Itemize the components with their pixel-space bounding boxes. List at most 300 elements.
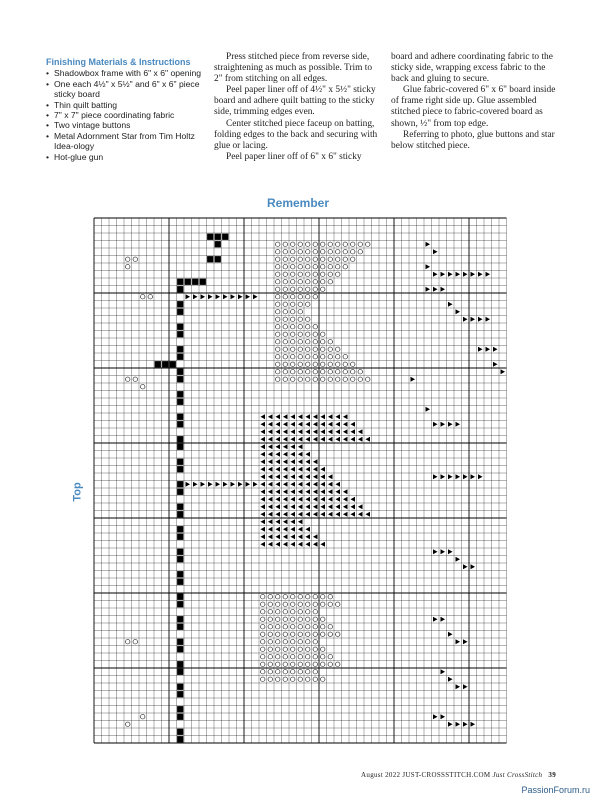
stitch-triangle [283, 482, 288, 487]
stitch-circle [298, 595, 303, 600]
stitch-triangle [493, 362, 498, 367]
stitch-triangle [261, 489, 266, 494]
stitch-triangle [298, 422, 303, 427]
stitch-full [215, 256, 221, 262]
stitch-circle [298, 302, 303, 307]
stitch-triangle [268, 452, 273, 457]
stitch-triangle [328, 482, 333, 487]
stitch-circle [133, 640, 138, 645]
stitch-circle [351, 250, 356, 255]
stitch-triangle [298, 437, 303, 442]
stitch-circle [298, 647, 303, 652]
stitch-circle [261, 602, 266, 607]
stitch-triangle [268, 504, 273, 509]
stitch-circle [321, 347, 326, 352]
stitch-circle [321, 677, 326, 682]
page-footer [361, 771, 556, 779]
stitch-circle [283, 302, 288, 307]
stitch-circle [268, 617, 273, 622]
stitch-circle [291, 610, 296, 615]
stitch-triangle [306, 512, 311, 517]
stitch-circle [306, 295, 311, 300]
stitch-circle [276, 670, 281, 675]
stitch-triangle [351, 504, 356, 509]
stitch-circle [291, 602, 296, 607]
stitch-circle [351, 377, 356, 382]
stitch-circle [321, 332, 326, 337]
stitch-full [177, 691, 183, 697]
stitch-triangle [471, 272, 476, 277]
stitch-circle [291, 640, 296, 645]
stitch-circle [343, 257, 348, 262]
stitch-circle [313, 295, 318, 300]
stitch-triangle [298, 527, 303, 532]
stitch-triangle [216, 294, 221, 299]
stitch-triangle [306, 542, 311, 547]
stitch-circle [313, 662, 318, 667]
stitch-triangle [426, 242, 431, 247]
cross-stitch-chart [88, 212, 508, 750]
stitch-full [177, 736, 183, 742]
stitch-full [177, 444, 183, 450]
stitch-circle [321, 647, 326, 652]
stitch-circle [328, 265, 333, 270]
stitch-circle [298, 632, 303, 637]
stitch-circle [313, 655, 318, 660]
stitch-circle [276, 655, 281, 660]
stitch-triangle [463, 564, 468, 569]
stitch-circle [148, 295, 153, 300]
stitch-circle [321, 340, 326, 345]
stitch-full [177, 646, 183, 652]
stitch-full [177, 526, 183, 532]
stitch-triangle [441, 474, 446, 479]
stitch-triangle [343, 422, 348, 427]
stitch-full [177, 706, 183, 712]
stitch-triangle [501, 369, 506, 374]
stitch-circle [351, 370, 356, 375]
stitch-circle [313, 647, 318, 652]
stitch-triangle [276, 474, 281, 479]
stitch-circle [313, 595, 318, 600]
stitch-circle [276, 662, 281, 667]
stitch-circle [306, 250, 311, 255]
stitch-circle [291, 617, 296, 622]
stitch-triangle [306, 467, 311, 472]
stitch-triangle [456, 639, 461, 644]
stitch-triangle [261, 519, 266, 524]
stitch-triangle [448, 549, 453, 554]
stitch-triangle [441, 287, 446, 292]
stitch-triangle [313, 542, 318, 547]
stitch-full [177, 534, 183, 540]
stitch-triangle [433, 474, 438, 479]
stitch-circle [283, 610, 288, 615]
stitch-triangle [351, 497, 356, 502]
stitch-circle [291, 302, 296, 307]
stitch-circle [313, 617, 318, 622]
stitch-circle [328, 602, 333, 607]
stitch-circle [321, 257, 326, 262]
stitch-full [207, 234, 213, 240]
stitch-triangle [336, 497, 341, 502]
stitch-triangle [216, 482, 221, 487]
stitch-full [177, 624, 183, 630]
stitch-circle [268, 655, 273, 660]
stitch-triangle [298, 414, 303, 419]
materials-item: • Metal Adornment Star from Tim Holtz Idea-ology [46, 131, 216, 152]
stitch-triangle [298, 534, 303, 539]
stitch-circle [306, 340, 311, 345]
stitch-triangle [283, 527, 288, 532]
stitch-full [177, 324, 183, 330]
stitch-triangle [328, 429, 333, 434]
stitch-circle [276, 625, 281, 630]
stitch-triangle [261, 452, 266, 457]
stitch-triangle [433, 249, 438, 254]
stitch-triangle [321, 437, 326, 442]
stitch-circle [133, 257, 138, 262]
stitch-circle [313, 332, 318, 337]
stitch-triangle [261, 414, 266, 419]
stitch-circle [291, 347, 296, 352]
stitch-triangle [328, 437, 333, 442]
stitch-triangle [448, 632, 453, 637]
stitch-circle [283, 355, 288, 360]
stitch-triangle [328, 512, 333, 517]
stitch-triangle [283, 534, 288, 539]
stitch-triangle [343, 497, 348, 502]
stitch-circle [298, 295, 303, 300]
stitch-circle [283, 250, 288, 255]
stitch-circle [126, 640, 131, 645]
stitch-triangle [291, 429, 296, 434]
stitch-full [215, 241, 221, 247]
materials-heading: Finishing Materials & Instructions [46, 57, 191, 67]
stitch-triangle [441, 549, 446, 554]
stitch-triangle [276, 482, 281, 487]
materials-item: • Two vintage buttons [46, 120, 216, 130]
stitch-circle [336, 347, 341, 352]
stitch-triangle [283, 519, 288, 524]
stitch-triangle [411, 377, 416, 382]
stitch-triangle [276, 497, 281, 502]
stitch-triangle [283, 497, 288, 502]
stitch-triangle [313, 512, 318, 517]
stitch-triangle [283, 467, 288, 472]
stitch-triangle [456, 557, 461, 562]
stitch-triangle [276, 437, 281, 442]
stitch-triangle [253, 294, 258, 299]
stitch-circle [351, 242, 356, 247]
stitch-full [177, 391, 183, 397]
stitch-triangle [246, 482, 251, 487]
stitch-triangle [298, 459, 303, 464]
stitch-triangle [208, 482, 213, 487]
stitch-triangle [291, 512, 296, 517]
stitch-circle [298, 280, 303, 285]
stitch-circle [283, 317, 288, 322]
stitch-circle [276, 287, 281, 292]
stitch-full [177, 309, 183, 315]
stitch-triangle [298, 482, 303, 487]
stitch-circle [306, 280, 311, 285]
stitch-triangle [321, 489, 326, 494]
stitch-circle [268, 640, 273, 645]
stitch-full [177, 504, 183, 510]
stitch-circle [291, 632, 296, 637]
stitch-triangle [448, 474, 453, 479]
stitch-circle [291, 272, 296, 277]
stitch-circle [358, 370, 363, 375]
stitch-triangle [306, 414, 311, 419]
stitch-circle [298, 250, 303, 255]
materials-item: • Shadowbox frame with 6" x 6" opening [46, 68, 216, 78]
stitch-triangle [306, 497, 311, 502]
stitch-full [177, 594, 183, 600]
stitch-triangle [313, 497, 318, 502]
stitch-triangle [276, 429, 281, 434]
stitch-circle [321, 602, 326, 607]
stitch-circle [283, 640, 288, 645]
stitch-triangle [336, 489, 341, 494]
stitch-circle [283, 310, 288, 315]
stitch-triangle [276, 489, 281, 494]
stitch-full [177, 714, 183, 720]
stitch-circle [283, 280, 288, 285]
stitch-triangle [463, 684, 468, 689]
stitch-circle [306, 362, 311, 367]
stitch-triangle [306, 452, 311, 457]
stitch-circle [321, 287, 326, 292]
stitch-circle [291, 370, 296, 375]
stitch-circle [313, 670, 318, 675]
stitch-circle [306, 272, 311, 277]
stitch-triangle [313, 467, 318, 472]
stitch-triangle [321, 422, 326, 427]
stitch-circle [306, 625, 311, 630]
stitch-triangle [328, 474, 333, 479]
stitch-triangle [336, 422, 341, 427]
stitch-triangle [276, 467, 281, 472]
stitch-circle [276, 347, 281, 352]
stitch-triangle [261, 512, 266, 517]
stitch-circle [306, 370, 311, 375]
stitch-triangle [313, 474, 318, 479]
stitch-circle [276, 647, 281, 652]
stitch-full [192, 279, 198, 285]
stitch-triangle [448, 422, 453, 427]
stitch-circle [343, 362, 348, 367]
stitch-full [207, 256, 213, 262]
stitch-triangle [478, 347, 483, 352]
stitch-triangle [268, 527, 273, 532]
stitch-circle [313, 640, 318, 645]
stitch-triangle [223, 294, 228, 299]
stitch-circle [321, 655, 326, 660]
stitch-circle [291, 257, 296, 262]
stitch-circle [141, 295, 146, 300]
stitch-triangle [238, 294, 243, 299]
stitch-full [177, 579, 183, 585]
stitch-circle [321, 617, 326, 622]
instruction-paragraph: board and adhere coordinating fabric to the sticky side, wrapping excess fabric to the back and gluing to secure. [391, 52, 553, 85]
stitch-circle [291, 332, 296, 337]
stitch-triangle [283, 444, 288, 449]
stitch-circle [268, 610, 273, 615]
footer-site: JUST-CROSSSTITCH.COM [402, 771, 491, 779]
stitch-circle [321, 250, 326, 255]
stitch-circle [298, 370, 303, 375]
stitch-circle [283, 287, 288, 292]
stitch-circle [298, 257, 303, 262]
stitch-circle [283, 347, 288, 352]
stitch-triangle [283, 459, 288, 464]
stitch-triangle [448, 722, 453, 727]
stitch-circle [328, 662, 333, 667]
stitch-circle [358, 377, 363, 382]
stitch-triangle [433, 422, 438, 427]
stitch-full [177, 639, 183, 645]
stitch-triangle [306, 482, 311, 487]
stitch-triangle [486, 272, 491, 277]
stitch-triangle [328, 497, 333, 502]
stitch-triangle [433, 287, 438, 292]
stitch-circle [328, 347, 333, 352]
stitch-triangle [261, 459, 266, 464]
stitch-circle [283, 625, 288, 630]
stitch-circle [313, 242, 318, 247]
stitch-triangle [328, 504, 333, 509]
stitch-circle [298, 310, 303, 315]
stitch-circle [268, 595, 273, 600]
stitch-circle [261, 632, 266, 637]
stitch-circle [328, 340, 333, 345]
stitch-triangle [261, 542, 266, 547]
stitch-full [177, 466, 183, 472]
stitch-triangle [426, 287, 431, 292]
stitch-circle [306, 647, 311, 652]
stitch-triangle [321, 512, 326, 517]
stitch-triangle [291, 482, 296, 487]
stitch-circle [268, 670, 273, 675]
stitch-triangle [433, 714, 438, 719]
stitch-full [177, 669, 183, 675]
stitch-full [177, 684, 183, 690]
stitch-circle [276, 602, 281, 607]
stitch-circle [313, 287, 318, 292]
stitch-circle [268, 677, 273, 682]
stitch-circle [291, 325, 296, 330]
stitch-circle [328, 595, 333, 600]
stitch-circle [268, 602, 273, 607]
stitch-circle [306, 655, 311, 660]
stitch-circle [276, 340, 281, 345]
stitch-circle [283, 662, 288, 667]
stitch-circle [321, 362, 326, 367]
stitch-triangle [283, 429, 288, 434]
stitch-triangle [471, 564, 476, 569]
stitch-full [177, 571, 183, 577]
stitch-circle [283, 602, 288, 607]
stitch-triangle [291, 444, 296, 449]
stitch-circle [276, 595, 281, 600]
stitch-circle [283, 272, 288, 277]
stitch-triangle [321, 474, 326, 479]
stitch-triangle [343, 489, 348, 494]
stitch-triangle [313, 504, 318, 509]
stitch-circle [336, 377, 341, 382]
stitch-circle [276, 617, 281, 622]
stitch-circle [358, 250, 363, 255]
stitch-triangle [336, 414, 341, 419]
stitch-triangle [448, 677, 453, 682]
stitch-circle [126, 257, 131, 262]
stitch-circle [298, 625, 303, 630]
stitch-full [177, 436, 183, 442]
stitch-circle [261, 670, 266, 675]
stitch-full [177, 511, 183, 517]
stitch-circle [261, 640, 266, 645]
stitch-full [155, 361, 161, 367]
stitch-full [177, 369, 183, 375]
stitch-triangle [201, 482, 206, 487]
stitch-circle [328, 250, 333, 255]
stitch-circle [276, 362, 281, 367]
stitch-triangle [456, 474, 461, 479]
stitch-triangle [268, 467, 273, 472]
stitch-triangle [306, 429, 311, 434]
stitch-triangle [313, 534, 318, 539]
stitch-triangle [306, 527, 311, 532]
stitch-circle [343, 355, 348, 360]
stitch-full [177, 399, 183, 405]
stitch-circle [313, 257, 318, 262]
stitch-grid [88, 212, 508, 750]
stitch-triangle [268, 534, 273, 539]
stitch-triangle [223, 482, 228, 487]
stitch-triangle [261, 534, 266, 539]
stitch-circle [321, 595, 326, 600]
stitch-triangle [298, 444, 303, 449]
stitch-triangle [313, 422, 318, 427]
stitch-triangle [276, 422, 281, 427]
stitch-circle [306, 355, 311, 360]
stitch-circle [283, 595, 288, 600]
stitch-circle [306, 677, 311, 682]
stitch-circle [306, 347, 311, 352]
stitch-circle [133, 377, 138, 382]
stitch-circle [321, 355, 326, 360]
stitch-circle [261, 655, 266, 660]
stitch-full [162, 361, 168, 367]
stitch-triangle [336, 482, 341, 487]
stitch-triangle [291, 474, 296, 479]
stitch-circle [261, 662, 266, 667]
stitch-circle [283, 632, 288, 637]
stitch-triangle [276, 512, 281, 517]
stitch-circle [313, 632, 318, 637]
stitch-circle [298, 332, 303, 337]
stitch-full [177, 331, 183, 337]
stitch-circle [313, 272, 318, 277]
stitch-triangle [283, 512, 288, 517]
stitch-triangle [456, 422, 461, 427]
stitch-triangle [351, 512, 356, 517]
stitch-triangle [261, 474, 266, 479]
stitch-circle [283, 670, 288, 675]
footer-date: August 2022 [361, 771, 401, 779]
